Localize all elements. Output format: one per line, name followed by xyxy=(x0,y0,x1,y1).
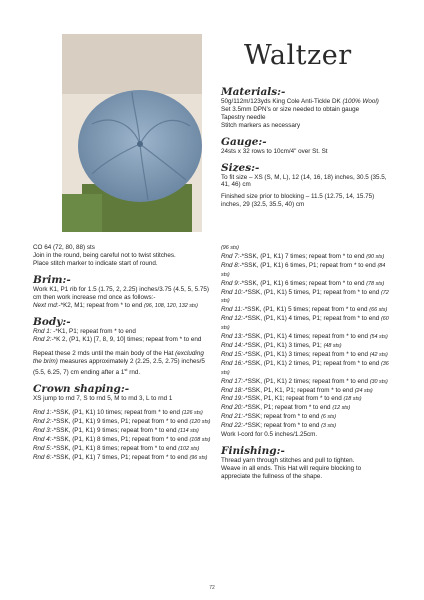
brim-heading: Brim:- xyxy=(33,273,71,286)
materials-line: Stitch markers as necessary xyxy=(221,121,301,129)
crown-round: Rnd 3:-*SSK, (P1, K1) 9 times; repeat from * to end (114 sts) xyxy=(33,426,199,434)
crown-round: Rnd 22:-*SSK; repeat from * to end (3 sts) xyxy=(221,422,337,430)
materials-line: Set 3.5mm DPN’s or size needed to obtain gauge xyxy=(221,105,360,113)
crown-round: Rnd 18:-*SSK, P1, K1, P1; repeat from * to end (24 sts) xyxy=(221,386,373,394)
materials-line: Tapestry needle xyxy=(221,113,266,121)
crown-rounds-right xyxy=(221,253,391,431)
sizes-heading: Sizes:- xyxy=(221,161,260,174)
crown-round: Rnd 5:-*SSK, (P1, K1) 8 times; repeat from * to end (102 sts) xyxy=(33,444,200,452)
crown-round: Rnd 4:-*SSK, (P1, K1) 8 times, P1; repeat from * to end (108 sts) xyxy=(33,435,211,443)
gauge-heading: Gauge:- xyxy=(221,135,267,148)
materials-heading: Materials:- xyxy=(221,86,286,98)
pattern-title: Waltzer xyxy=(244,40,352,71)
sizes-finished: Finished size prior to blocking – 11.5 (12.75, 14, 15.75) inches, 29 (32.5, 35.5, 40) cm xyxy=(221,193,375,209)
crown-round: Rnd 17:-*SSK, (P1, K1) 2 times; repeat from * to end (30 sts) xyxy=(221,377,388,385)
crown-round: Rnd 19:-*SSK, P1, K1; repeat from * to end (18 sts) xyxy=(221,395,362,403)
materials-line: 50g/112m/123yds King Cole Anti-Tickle DK (100% Wool) xyxy=(221,98,379,105)
crown-intro: XS jump to rnd 7, S to rnd 5, M to rnd 3, L to rnd 1 xyxy=(33,395,173,403)
crown-round: Rnd 6:-*SSK, (P1, K1) 7 times, P1; repeat from * to end (96 sts) xyxy=(33,453,208,461)
body-round: Rnd 2:-*K 2, (P1, K1) [7, 8, 9, 10] times; repeat from * to end xyxy=(33,336,202,344)
cast-on-line: Place stitch marker to indicate start of round. xyxy=(33,259,158,267)
body-round: Rnd 1: -*K1, P1; repeat from * to end xyxy=(33,328,136,336)
crown-round: Rnd 21:-*SSK; repeat from * to end (6 sts) xyxy=(221,413,337,421)
crown-round: Rnd 10:-*SSK, (P1, K1) 5 times, P1; repeat from * to end (72 sts) xyxy=(221,288,389,305)
brim-text: Work K1, P1 rib for 1.5 (1.75, 2, 2.25) inches/3.75 (4.5, 5, 5.75) cm then work increase rnd once as follows:- xyxy=(33,285,209,301)
finishing-line: Thread yarn through stitches and pull to tighten. xyxy=(221,456,355,464)
page-number: 72 xyxy=(209,585,215,591)
right-column xyxy=(221,244,391,481)
gauge-text: 24sts x 32 rows to 10cm/4" over St. St xyxy=(221,147,328,155)
crown-round: Rnd 13:-*SSK, (P1, K1) 4 times; repeat from * to end (54 sts) xyxy=(221,333,388,341)
hat-photo xyxy=(62,34,202,232)
crown-round: Rnd 15:-*SSK, (P1, K1) 3 times; repeat from * to end (42 sts) xyxy=(221,350,388,358)
crown-round: Rnd 12:-*SSK, (P1, K1) 4 times, P1; repeat from * to end (60 sts) xyxy=(221,315,389,332)
sizes-fit: To fit size – XS (S, M, L), 12 (14, 16, 18) inches, 30.5 (35.5, 41, 46) cm xyxy=(221,173,387,189)
crown-round: Rnd 14:-*SSK, (P1, K1) 3 times, P1; (48 sts) xyxy=(221,341,342,349)
cast-on-line: CO 64 (72, 80, 88) sts xyxy=(33,244,95,251)
icord-text: Work I-cord for 0.5 inches/1.25cm. xyxy=(221,431,318,439)
crown-heading: Crown shaping:- xyxy=(33,383,130,396)
brim-next-rnd: Next rnd:-*K2, M1; repeat from * to end (96, 108, 120, 132 sts) xyxy=(33,301,198,309)
crown-round: Rnd 8:-*SSK, (P1, K1) 6 times, P1; repeat from * to end (84 sts) xyxy=(221,261,386,278)
body-repeat-text: Repeat these 2 rnds until the main body of the Hat (excluding the brim) measures approximately 2 (2.25, 2.5, 2.75) inches/5 (5.5, 6.25, 7) cm ending after a 1st rnd. xyxy=(33,350,205,377)
materials-section xyxy=(221,86,391,209)
finishing-heading: Finishing:- xyxy=(221,444,285,457)
crown-round: Rnd 11:-*SSK, (P1, K1) 5 times; repeat from * to end (66 sts) xyxy=(221,306,388,314)
finishing-line: Weave in all ends. This Hat will require blocking to appreciate the fullness of the shape. xyxy=(221,464,362,480)
crown-carry-over: (96 sts) xyxy=(221,245,239,251)
crown-round: Rnd 1:-*SSK, (P1, K1) 10 times; repeat from * to end (126 sts) xyxy=(33,408,203,416)
cast-on-line: Join in the round, being careful not to twist stitches. xyxy=(33,251,176,259)
crown-rounds-left xyxy=(33,409,211,462)
body-heading: Body:- xyxy=(33,316,71,329)
crown-round: Rnd 2:-*SSK, (P1, K1) 9 times, P1; repeat from * to end (120 sts) xyxy=(33,417,211,425)
crown-round: Rnd 20:-*SSK, P1; repeat from * to end (12 sts) xyxy=(221,404,351,412)
crown-round: Rnd 16:-*SSK, (P1, K1) 2 times, P1; repeat from * to end (36 sts) xyxy=(221,359,389,376)
crown-round: Rnd 9:-*SSK, (P1, K1) 6 times; repeat from * to end (78 sts) xyxy=(221,279,385,287)
left-column xyxy=(33,244,211,462)
crown-round: Rnd 7:-*SSK, (P1, K1) 7 times; repeat from * to end (90 sts) xyxy=(221,252,385,260)
